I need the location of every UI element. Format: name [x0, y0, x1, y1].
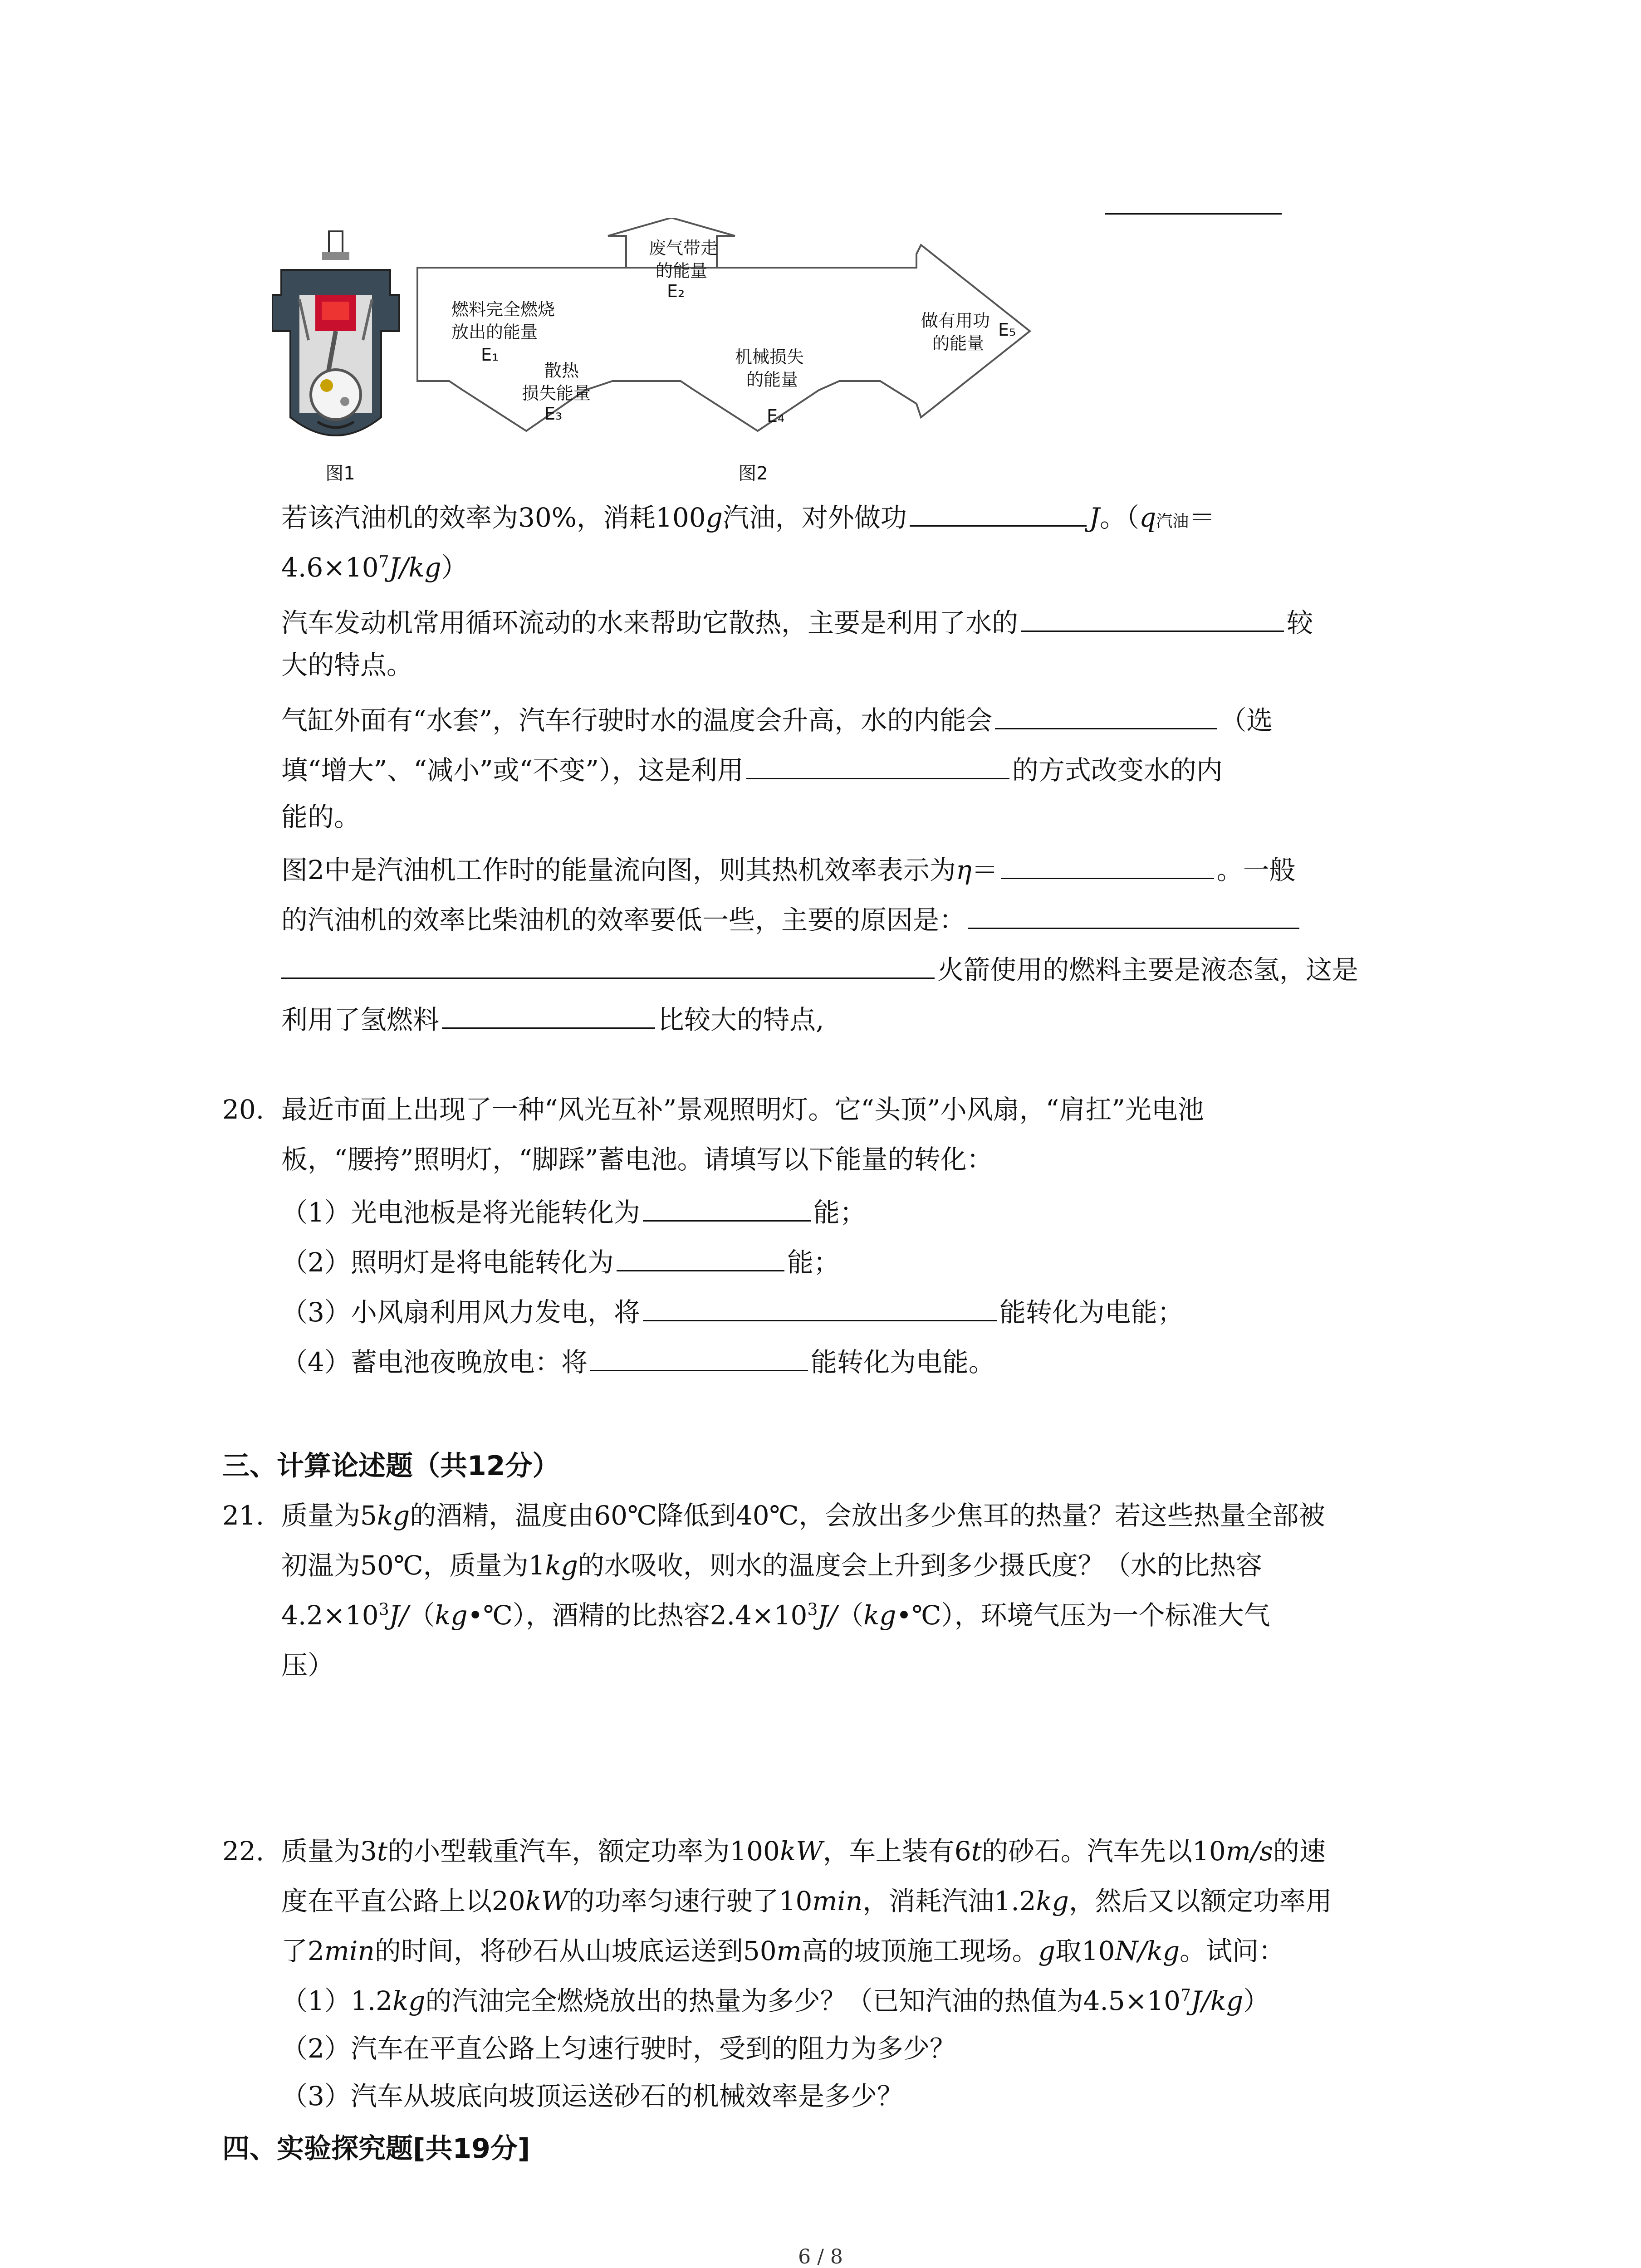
e2-line1: 废气带走 [649, 238, 718, 258]
q21-line2: 初温为50℃，质量为1kg的水吸收，则水的温度会上升到多少摄氏度？（水的比热容 [281, 1550, 1262, 1581]
e4-line1: 机械损失 [735, 347, 804, 367]
q22-number: 22. [222, 1836, 265, 1867]
q19-line2: $4.6\times 10^7J/kg$） [281, 552, 468, 583]
answer-blank-top[interactable] [1105, 213, 1282, 215]
q21-number: 21. [222, 1500, 265, 1531]
q22-sub1: （1）1.2kg的汽油完全燃烧放出的热量为多少？（已知汽油的热值为$4.5\times 10^7J/kg$） [281, 1985, 1270, 2016]
q19-line9: 的汽油机的效率比柴油机的效率要低一些，主要的原因是： [281, 900, 1443, 936]
q20-number: 20. [222, 1094, 265, 1125]
q22-line1: 质量为3t的小型载重汽车，额定功率为100kW，车上装有6t的砂石。汽车先以10m/s的速 [281, 1836, 1326, 1867]
e2-line2: 的能量 [656, 261, 708, 281]
e3-line1: 散热 [544, 361, 579, 381]
e1-line1: 燃料完全燃烧 [451, 299, 555, 319]
q19-line8: 图2中是汽油机工作时的能量流向图，则其热机效率表示为η＝ 。一般 [281, 850, 1443, 886]
e5-line2: 的能量 [932, 333, 985, 353]
q22-sub2: （2）汽车在平直公路上匀速行驶时，受到的阻力为多少？ [281, 2033, 956, 2064]
q19-reason-blank-b[interactable] [281, 950, 935, 979]
engine-cylinder-figure [272, 227, 408, 463]
q22-line3: 了2min的时间，将砂石从山坡底运送到50m高的坡顶施工现场。g取10N/kg。试问： [281, 1936, 1285, 1966]
section-3-heading: 三、计算论述题（共12分） [222, 1450, 560, 1482]
q20-sub2: （2）照明灯是将电能转化为 能； [281, 1243, 1443, 1279]
e1-symbol: E₁ [481, 345, 499, 365]
q19-hydrogen-blank[interactable] [442, 1000, 655, 1029]
q20-blank-1[interactable] [643, 1193, 811, 1222]
q19-line5: 气缸外面有“水套”，汽车行驶时水的温度会升高，水的内能会 （选 [281, 701, 1443, 737]
q19-line1: 若该汽油机的效率为30%，消耗100g汽油，对外做功 J。（q汽油＝ [281, 498, 1443, 538]
q19-internal-energy-blank[interactable] [995, 701, 1217, 729]
e1-line2: 放出的能量 [451, 322, 538, 342]
page-number: 6 / 8 [798, 2245, 843, 2268]
e4-symbol: E₄ [767, 406, 785, 426]
section-4-heading: 四、实验探究题[共19分] [222, 2133, 530, 2165]
q19-line6: 填“增大”、“减小”或“不变”），这是利用 的方式改变水的内 [281, 751, 1443, 787]
q20-blank-3[interactable] [643, 1293, 997, 1321]
q20-sub1: （1）光电池板是将光能转化为 能； [281, 1193, 1443, 1229]
e2-symbol: E₂ [667, 281, 685, 301]
q19-line11: 利用了氢燃料 比较大的特点, [281, 1000, 1443, 1036]
q19-water-property-blank[interactable] [1021, 603, 1284, 632]
q20-sub4: （4）蓄电池夜晚放电：将 能转化为电能。 [281, 1343, 1443, 1378]
q20-line2: 板，“腰挎”照明灯，“脚踩”蓄电池。请填写以下能量的转化： [281, 1144, 993, 1175]
e5-line1: 做有用功 [921, 311, 990, 331]
e3-symbol: E₃ [544, 404, 563, 424]
q19-method-blank[interactable] [746, 751, 1009, 779]
e3-line2: 损失能量 [522, 383, 591, 403]
q22-sub3: （3）汽车从坡底向坡顶运送砂石的机械效率是多少？ [281, 2081, 903, 2112]
q19-line10: 火箭使用的燃料主要是液态氢，这是 [281, 950, 1443, 986]
q19-line3: 汽车发动机常用循环流动的水来帮助它散热，主要是利用了水的 较 [281, 603, 1443, 639]
q19-line4: 大的特点。 [281, 650, 413, 680]
q19-work-blank[interactable] [910, 498, 1087, 527]
q20-line1: 最近市面上出现了一种“风光互补”景观照明灯。它“头顶”小风扇，“肩扛”光电池 [281, 1094, 1204, 1125]
q19-line7: 能的。 [281, 802, 361, 832]
q21-line1: 质量为5kg的酒精，温度由60℃降低到40℃，会放出多少焦耳的热量？若这些热量全部被 [281, 1500, 1325, 1531]
q21-line4: 压） [281, 1650, 334, 1681]
q21-line3: $4.2\times 10^3J/(kg•℃)$，酒精的比热容$2.4\times 10^3J/(kg•℃)$，环境气压为一个标准大气 [281, 1600, 1270, 1631]
q19-reason-blank-a[interactable] [968, 900, 1299, 929]
q20-blank-2[interactable] [617, 1243, 784, 1271]
energy-flow-diagram [408, 218, 1071, 454]
fig1-label: 图1 [325, 463, 355, 484]
fig2-label: 图2 [738, 463, 768, 484]
q19-efficiency-blank[interactable] [1001, 850, 1214, 879]
q20-blank-4[interactable] [590, 1343, 808, 1371]
q20-sub3: （3）小风扇利用风力发电，将 能转化为电能； [281, 1293, 1443, 1329]
q22-line2: 度在平直公路上以20kW的功率匀速行驶了10min，消耗汽油1.2kg，然后又以额定功率用 [281, 1886, 1332, 1916]
e4-line2: 的能量 [746, 370, 798, 390]
e5-symbol: E₅ [998, 320, 1016, 340]
